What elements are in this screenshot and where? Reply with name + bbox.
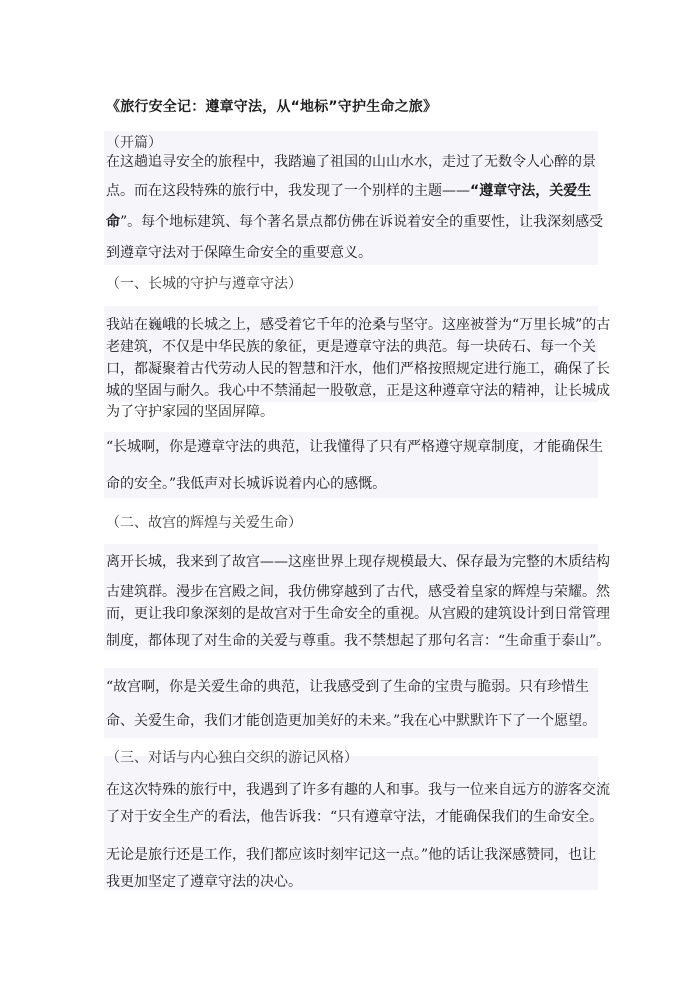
paragraph-line: 我站在巍峨的长城之上，感受着它千年的沧桑与坚守。这座被誉为“万里长城”的古 [106, 317, 611, 333]
paragraph-line: 为了守护家园的坚固屏障。 [106, 404, 274, 420]
paragraph-line: 制度，都体现了对生命的关爱与尊重。我不禁想起了那句名言：“生命重于泰山”。 [106, 633, 611, 649]
section-heading-1: （一、长城的守护与遵章守法） [106, 276, 302, 292]
text-run: 点。而在这段特殊的旅行中，我发现了一个别样的主题—— [106, 183, 470, 199]
paragraph-line: 无论是旅行还是工作，我们都应该时刻牢记这一点。”他的话让我深感赞同，也让 [106, 847, 597, 863]
document-title: 《旅行安全记：遵章守法，从“地标”守护生命之旅》 [106, 99, 438, 115]
quote-line: 命、关爱生命，我们才能创造更加美好的未来。”我在心中默默许下了一个愿望。 [106, 713, 597, 729]
paragraph-line: 城的坚固与耐久。我心中不禁涌起一股敬意，正是这种遵章守法的精神，让长城成 [106, 383, 610, 399]
paragraph-line: 口，都凝聚着古代劳动人民的智慧和汗水，他们严格按照规定进行施工，确保了长 [106, 361, 610, 377]
paragraph-line: 在这次特殊的旅行中，我遇到了许多有趣的人和事。我与一位来自远方的游客交流 [106, 782, 610, 798]
paragraph-line: 老建筑，不仅是中华民族的象征，更是遵章守法的典范。每一块砖石、每一个关 [106, 339, 596, 355]
text-run: ”。每个地标建筑、每个著名景点都仿佛在诉说着安全的重要性，让我深刻感受 [120, 214, 604, 230]
paragraph-line: 离开长城，我来到了故宫——这座世界上现存规模最大、保存最为完整的木质结构 [106, 554, 610, 570]
quote-line: “故宫啊，你是关爱生命的典范，让我感受到了生命的宝贵与脆弱。只有珍惜生 [106, 679, 590, 695]
paragraph-line: 到遵章守法对于保障生命安全的重要意义。 [106, 245, 372, 261]
section-heading-intro: （开篇） [106, 135, 162, 151]
highlight-text: 命 [106, 214, 120, 230]
quote-line: “长城啊，你是遵章守法的典范，让我懂得了只有严格遵守规章制度，才能确保生 [106, 439, 604, 455]
section-heading-2: （二、故宫的辉煌与关爱生命） [106, 515, 302, 531]
paragraph-line: 在这趟追寻安全的旅程中，我踏遍了祖国的山山水水，走过了无数令人心醉的景 [106, 154, 596, 170]
paragraph-line [106, 213, 603, 231]
quote-line: 命的安全。”我低声对长城诉说着内心的感慨。 [106, 476, 387, 492]
paragraph-line: 古建筑群。漫步在宫殿之间，我仿佛穿越到了古代，感受着皇家的辉煌与荣耀。然 [106, 584, 610, 600]
paragraph-line: 我更加坚定了遵章守法的决心。 [106, 874, 302, 890]
paragraph-line: 而，更让我印象深刻的是故宫对于生命安全的重视。从宫殿的建筑设计到日常管理 [106, 606, 610, 622]
section-heading-3: （三、对话与内心独白交织的游记风格） [106, 750, 358, 766]
highlight-text: “遵章守法，关爱生 [470, 183, 592, 199]
paragraph-line: 了对于安全生产的看法，他告诉我：“只有遵章守法，才能确保我们的生命安全。 [106, 809, 604, 825]
paragraph-line [106, 182, 591, 200]
